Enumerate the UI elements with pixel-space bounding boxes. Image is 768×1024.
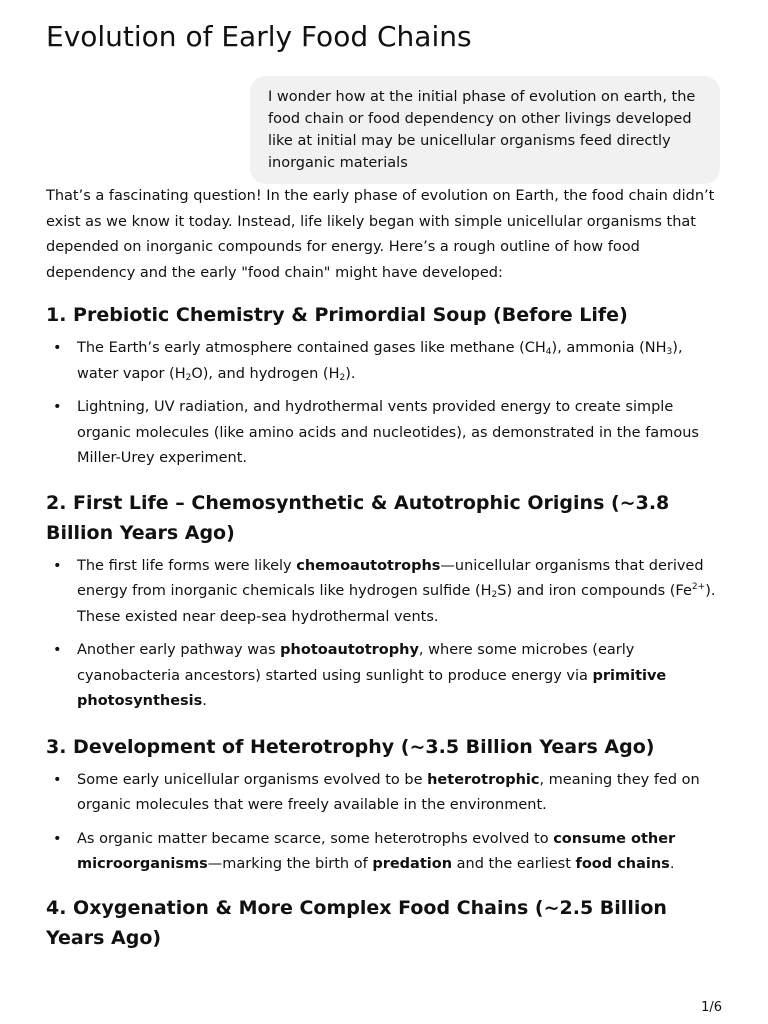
bullet-list: [46, 554, 722, 715]
text-run: , meaning they fed on organic molecules that were freely available in the environment.: [77, 771, 700, 813]
bullet-dot-icon: •: [53, 830, 62, 847]
subscript: 2: [339, 372, 346, 383]
bullet-item: [46, 768, 722, 819]
user-message-text: I wonder how at the initial phase of evolution on earth, the food chain or food dependency on other livings developed like at initial may be unicellular organisms feed directly inorganic materials: [268, 89, 696, 171]
bullet-item: [46, 827, 722, 878]
text-run: As organic matter became scarce, some heterotrophs evolved to: [77, 830, 554, 847]
text-run: and the earliest: [452, 856, 576, 872]
bullet-item: [46, 395, 722, 472]
bullet-dot-icon: •: [53, 771, 62, 788]
text-run: O), and hydrogen (H: [191, 365, 340, 382]
bullet-dot-icon: •: [53, 340, 62, 356]
section-heading: 4. Oxygenation & More Complex Food Chains (~2.5 Billion Years Ago): [46, 896, 667, 949]
text-run: .: [202, 693, 207, 709]
bullet-item: [46, 554, 722, 631]
text-run: —marking the birth of: [207, 856, 373, 872]
subscript: 4: [545, 347, 552, 357]
bold-term: chemoautotrophs: [296, 557, 441, 574]
page-number: 1/6: [701, 1000, 722, 1015]
text-run: .: [669, 856, 675, 872]
text-run: , where some microbes (early cyanobacteria ancestors) started using sunlight to produce energy via: [77, 642, 635, 684]
bold-term: food chains: [575, 856, 670, 872]
text-run: Some early unicellular organisms evolved to be: [77, 771, 428, 788]
subscript: 3: [666, 347, 673, 357]
text-run: S) and iron compounds (Fe: [497, 583, 692, 599]
assistant-response: [46, 184, 722, 953]
user-message-bubble: [250, 76, 720, 184]
section-heading: 1. Prebiotic Chemistry & Primordial Soup (Before Life): [46, 304, 628, 326]
bullet-dot-icon: •: [53, 399, 62, 415]
bold-term: heterotrophic: [427, 771, 540, 788]
text-run: Lightning, UV radiation, and hydrothermal vents provided energy to create simple organic molecules (like amino acids and nucleotides), as demonstrated in the famous Miller-Urey experiment.: [77, 399, 699, 466]
text-run: ), ammonia (NH: [551, 340, 667, 356]
bold-term: consume other microorganisms: [77, 830, 676, 872]
text-run: —unicellular organisms that derived energy from inorganic chemicals like hydrogen sulfide (H: [77, 557, 704, 599]
bullet-dot-icon: •: [53, 642, 62, 658]
bold-term: primitive photosynthesis: [77, 667, 667, 709]
text-run: Another early pathway was: [77, 642, 281, 658]
subscript: 2: [185, 372, 192, 383]
text-run: ). These existed near deep-sea hydrothermal vents.: [77, 583, 716, 625]
page-title: Evolution of Early Food Chains: [46, 20, 472, 53]
text-run: ), water vapor (H: [77, 340, 683, 382]
bold-term: photoautotrophy: [280, 642, 419, 658]
section-heading: 3. Development of Heterotrophy (~3.5 Billion Years Ago): [46, 735, 655, 758]
text-run: ).: [345, 365, 356, 382]
section-heading: 2. First Life – Chemosynthetic & Autotrophic Origins (~3.8 Billion Years Ago): [46, 491, 670, 544]
bullet-dot-icon: •: [53, 557, 62, 574]
intro-paragraph: That’s a fascinating question! In the early phase of evolution on Earth, the food chain didn’t exist as we know it today. Instead, life likely began with simple unicellular organisms that depended on inorganic compounds for energy. Here’s a rough outline of how food dependency and the early "food chain" might have developed:: [46, 188, 715, 281]
text-run: The Earth’s early atmosphere contained gases like methane (CH: [77, 340, 546, 356]
bullet-item: [46, 638, 722, 715]
subscript: 2: [491, 590, 498, 600]
superscript: 2+: [691, 582, 706, 592]
bullet-list: [46, 336, 722, 472]
bullet-item: [46, 336, 722, 387]
text-run: The first life forms were likely: [77, 557, 297, 574]
bullet-list: [46, 768, 722, 878]
sections-container: [46, 300, 722, 953]
bold-term: predation: [372, 856, 453, 872]
